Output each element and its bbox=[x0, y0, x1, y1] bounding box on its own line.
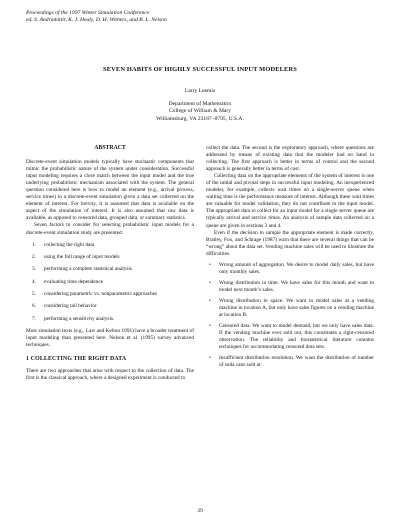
list-number: 5. bbox=[32, 290, 36, 297]
list-item bbox=[26, 303, 194, 310]
list-text: considering tail behavior bbox=[44, 303, 97, 310]
list-text: considering parametric vs. nonparametric approaches bbox=[44, 290, 158, 297]
list-item bbox=[26, 254, 194, 261]
bullet-icon: • bbox=[209, 279, 211, 286]
list-number: 4. bbox=[32, 278, 36, 285]
right-column bbox=[206, 145, 374, 373]
list-number: 7. bbox=[32, 315, 36, 322]
abstract-paragraph-1: Discrete-event simulation models typically have stochastic components that mimic the probabilistic nature of the system under consideration. Successful input modeling requires a close match between the input model and the true underlying probabilistic mechanism associated with the system. The general question considered here is how to model an element (e.g., arrival process, service times) in a discrete-event simulation given a data set collected on the element of interest. For brevity, it is assumed that data is available on the aspect of the simulation of interest. It is also assumed that raw data is available, as opposed to censored data, grouped data, or summary statistics. bbox=[26, 159, 194, 222]
right-paragraph-3: Even if the decision to sample the appropriate element is made correctly, Bratley, Fox, and Schrage (1987) warn that there are several things that can be “wrong” about the data set. Vending machine sales will be used to illustrate the difficulties. bbox=[206, 229, 374, 257]
list-text: performing a sensitivity analysis. bbox=[44, 315, 115, 322]
abstract-paragraph-3: Most simulation texts (e.g., Law and Kelton 1991) have a broader treatment of input modeling than presented here. Nelson et al. (1995) survey advanced techniques. bbox=[26, 327, 194, 349]
abstract-heading: ABSTRACT bbox=[94, 145, 126, 151]
bullet-icon: • bbox=[209, 323, 211, 330]
list-text: performing a complete statistical analysis bbox=[44, 266, 132, 273]
author-name: Larry Leemis bbox=[184, 88, 216, 94]
list-item bbox=[26, 291, 194, 298]
bullet-item bbox=[206, 323, 374, 351]
list-item bbox=[26, 279, 194, 286]
bullet-icon: • bbox=[209, 261, 211, 268]
list-number: 1. bbox=[32, 241, 36, 248]
list-number: 3. bbox=[32, 266, 36, 273]
list-text: evaluating time dependence bbox=[44, 278, 104, 285]
bullet-text: Wrong distribution in space. We want to model sales at a vending machine in location A, but only have sales figures on a vending machine at location B. bbox=[219, 297, 374, 319]
list-number: 6. bbox=[32, 303, 36, 310]
bullet-item bbox=[206, 298, 374, 319]
bullet-text: Wrong distribution in time. We have sales for this month and want to model next month’s sales. bbox=[219, 279, 374, 293]
right-paragraph-1: collect the data. The second is the exploratory approach, where questions are addressed by means of existing data that the modeler had no hand in collecting. The first approach is better in terms of control and the second approach is generally better in terms of cost. bbox=[206, 145, 374, 173]
bullet-item bbox=[206, 262, 374, 276]
section-1-paragraph-1: There are two approaches that arise with respect to the collection of data. The first is the classical approach, where a designed experiment is conducted to bbox=[26, 368, 194, 382]
list-text: using the full range of input models bbox=[44, 253, 120, 260]
bullet-item bbox=[206, 280, 374, 294]
list-number: 2. bbox=[32, 253, 36, 260]
affiliation-college: College of William & Mary bbox=[168, 108, 232, 115]
affiliation-address: Williamsburg, VA 23187–8795, U.S.A. bbox=[156, 115, 244, 122]
list-item bbox=[26, 266, 194, 273]
bullet-icon: • bbox=[209, 297, 211, 304]
right-paragraph-2: Collecting data on the appropriate elements of the system of interest is one of the initial and pivotal steps in successful input modeling. An inexperienced modeler, for example, collects wait times on a single-server queue when waiting time is the performance measure of interest. Although these wait times are valuable for model validation, they do not contribute to the input model. The appropriate data to collect for an input model for a single server queue are typically arrival and service times. An analysis of sample data collected on a queue are given in sections 3 and 4. bbox=[206, 173, 374, 229]
bullet-item bbox=[206, 355, 374, 369]
bullet-text: Insufficient distribution resolution. We want the distribution of number of soda cans sold at bbox=[219, 355, 374, 369]
data-problems-list bbox=[206, 262, 374, 370]
list-item bbox=[26, 242, 194, 249]
page-number: 39 bbox=[197, 508, 203, 514]
author-affiliation bbox=[0, 101, 400, 123]
habits-list bbox=[26, 242, 194, 323]
abstract-paragraph-2: Seven factors to consider for selecting probabilistic input models for a discrete-event simulation study are presented: bbox=[26, 222, 194, 236]
affiliation-dept: Department of Mathematics bbox=[168, 101, 232, 107]
list-item bbox=[26, 316, 194, 323]
header-line-2: ed. S. Andradóttir, K. J. Healy, D. H. Withers, and B. L. Nelson bbox=[26, 17, 167, 23]
bullet-icon: • bbox=[209, 355, 211, 362]
list-text: collecting the right data bbox=[44, 241, 95, 248]
header-line-1: Proceedings of the 1997 Winter Simulation Conference bbox=[26, 10, 150, 16]
bullet-text: Wrong amount of aggregation. We desire to model daily sales, but have only monthly sales. bbox=[219, 261, 374, 275]
left-column bbox=[26, 145, 194, 382]
proceedings-header bbox=[26, 10, 167, 24]
paper-title: SEVEN HABITS OF HIGHLY SUCCESSFUL INPUT MODELERS bbox=[103, 66, 297, 73]
section-1-heading: 1 COLLECTING THE RIGHT DATA bbox=[26, 356, 127, 363]
bullet-text: Censored data. We want to model demand, but we only have sales data. If the vending machine ever sold out, this constitutes a right-censored observation. The reliability and biostatistical literature contains techniques for accommodating censored data sets. bbox=[219, 323, 374, 351]
